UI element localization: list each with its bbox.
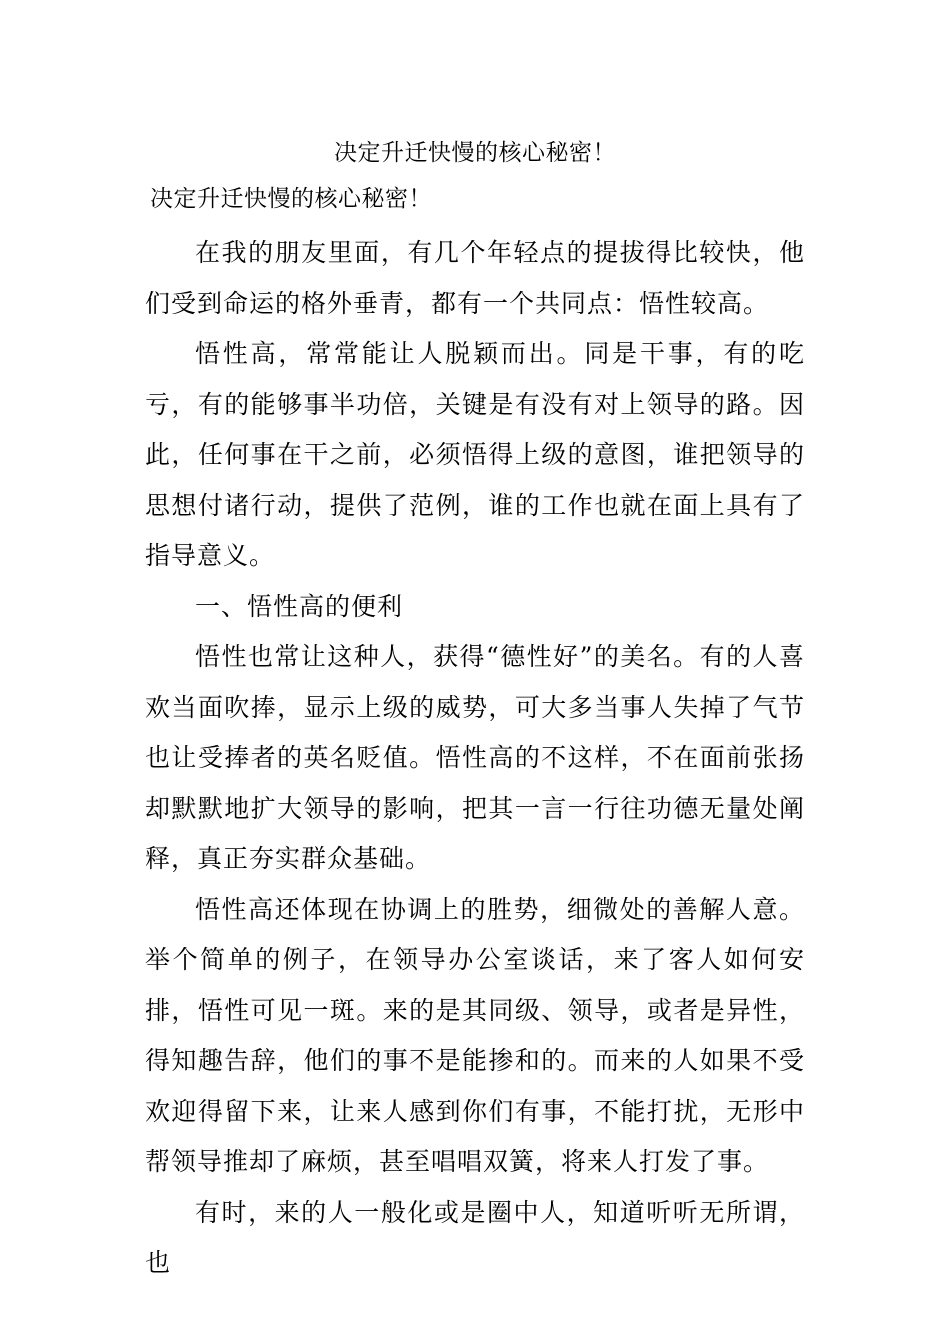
section-heading: 一、悟性高的便利 bbox=[195, 591, 404, 621]
paragraph: 在我的朋友里面，有几个年轻点的提拔得比较快，他们受到命运的格外垂青，都有一个共同点：悟性较高。 bbox=[145, 238, 805, 318]
document-title: 决定升迁快慢的核心秘密！ bbox=[334, 140, 616, 166]
paragraph: 悟性高，常常能让人脱颖而出。同是干事，有的吃亏，有的能够事半功倍，关键是有没有对上领导的路。因此，任何事在干之前，必须悟得上级的意图，谁把领导的思想付诸行动，提供了范例，谁的工作也就在面上具有了指导意义。 bbox=[145, 339, 805, 570]
document-subtitle: 决定升迁快慢的核心秘密！ bbox=[150, 186, 432, 212]
paragraph: 悟性也常让这种人，获得“德性好”的美名。有的人喜欢当面吹捧，显示上级的威势，可大多当事人失掉了气节也让受捧者的英名贬值。悟性高的不这样，不在面前张扬却默默地扩大领导的影响，把其一言一行往功德无量处阐释，真正夯实群众基础。 bbox=[145, 642, 805, 873]
paragraph: 有时，来的人一般化或是圈中人，知道听听无所谓，也 bbox=[145, 1197, 805, 1277]
paragraph: 悟性高还体现在协调上的胜势，细微处的善解人意。举个简单的例子，在领导办公室谈话，来了客人如何安排，悟性可见一斑。来的是其同级、领导，或者是异性，得知趣告辞，他们的事不是能掺和的。而来的人如果不受欢迎得留下来，让来人感到你们有事，不能打扰，无形中帮领导推却了麻烦，甚至唱唱双簧，将来人打发了事。 bbox=[145, 894, 805, 1176]
document-body bbox=[145, 228, 805, 1289]
